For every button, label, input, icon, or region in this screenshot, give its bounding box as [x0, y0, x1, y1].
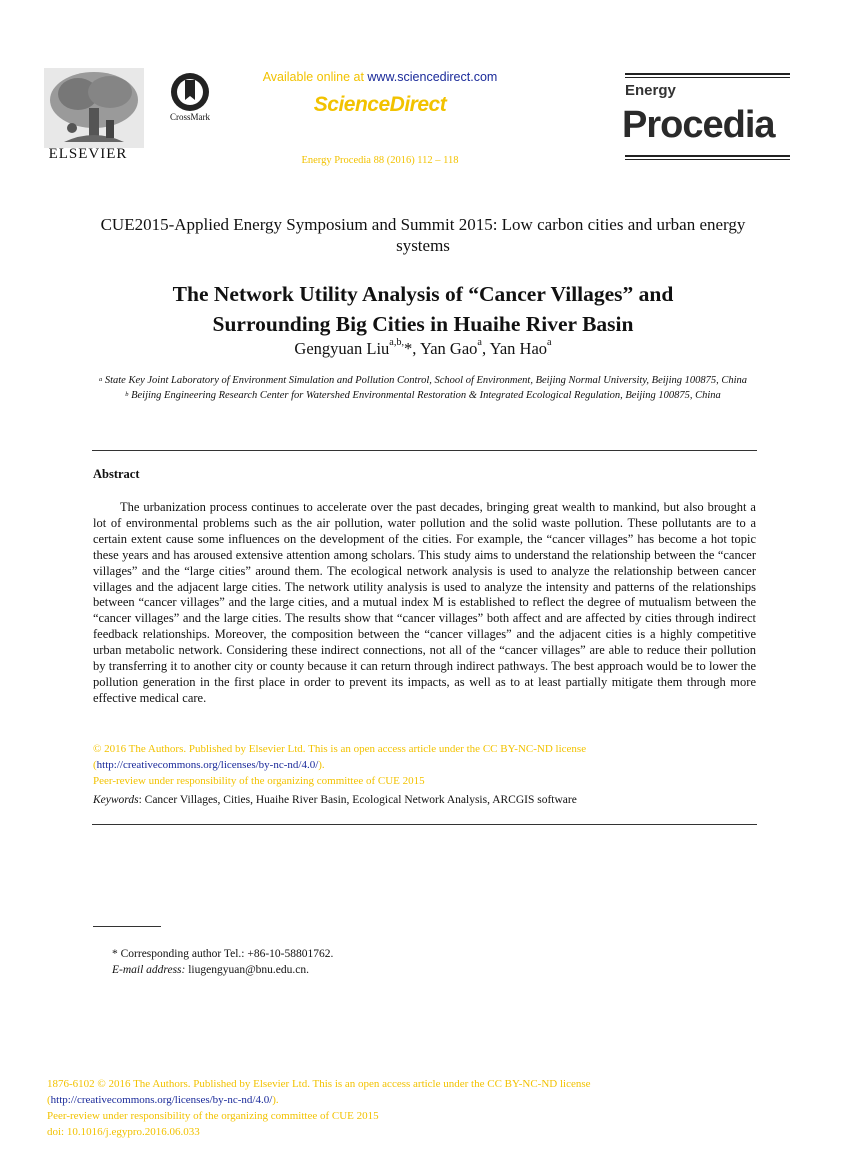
affiliation-text: State Key Joint Laboratory of Environment Simulation and Pollution Control, School of Environment, Beijing Normal University, Beijing 100875, China: [102, 375, 748, 386]
journal-logo-procedia: Procedia: [622, 104, 775, 146]
paren: ).: [272, 1094, 279, 1106]
affiliation-item: [92, 373, 754, 388]
license-link-line: [93, 757, 756, 773]
email-label: E-mail address:: [112, 964, 186, 976]
affiliation-item: [92, 388, 754, 403]
doi[interactable]: doi: 10.1016/j.egypro.2016.06.033: [47, 1126, 200, 1138]
journal-logo-energy: Energy: [625, 82, 676, 99]
email-address[interactable]: liugengyuan@bnu.edu.cn.: [185, 964, 310, 976]
abstract-text: The urbanization process continues to accelerate over the past decades, bringing great wealth to mankind, but also brought a lot of environmental problems such as the air pollution, water pollution and the solid waste pollution. These pollutants are to a certain extent cause some influences on the development of the cities. For example, the “cancer villages” has become a hot topic these years and has aroused extensive attention among scholars. This study aims to understand the relationship between the “cancer villages” and the “large cities” around them. The ecological network analysis is used to analyze the relationship between cancer villages and the adjacent large cities. The network utility analysis is used to analyze the intensity and patterns of the relationships between “cancer villages” and the large cities, and a mutual index M is established to reflect the degree of mutualism between the “cancer villages” and the large cities. The results show that “cancer villages” both affect and are affected by cities through indirect feedback relationships. Moreover, the composition between the “cancer villages” and the adjacent cities is a highly competitive urban metabolic network. Considering these indirect connections, not all of the “cancer villages” are able to reduce their pollution by transferring it to another city or county because it can return through indirect pathways. The best approach would be to lower the pollution generation in the first place in order to prevent its impacts, as well as to at least partially mitigate them through more effective medical care.: [93, 500, 756, 705]
author-name: Yan Hao: [489, 339, 548, 358]
section-divider: [92, 450, 757, 451]
keywords-label: Keywords: [93, 794, 139, 806]
availability-prefix: Available online at: [262, 70, 368, 84]
conference-name: CUE2015-Applied Energy Symposium and Summit 2015: Low carbon cities and urban energy systems: [100, 215, 746, 255]
keywords-colon: :: [138, 794, 145, 806]
bottom-license: [47, 1076, 807, 1140]
affiliation-mark: b: [125, 390, 129, 398]
journal-citation: Energy Procedia 88 (2016) 112 – 118: [301, 155, 459, 166]
affiliation-mark: a: [98, 375, 103, 383]
author-name: Gengyuan Liu: [294, 339, 390, 358]
corresponding-author: * Corresponding author Tel.: +86-10-58801762.: [112, 948, 334, 960]
author-separator: ,: [412, 339, 420, 358]
paper-title-line: Surrounding Big Cities in Huaihe River Basin: [212, 312, 634, 336]
license-notice: [93, 741, 756, 789]
peer-review-line: Peer-review under responsibility of the organizing committee of CUE 2015: [47, 1110, 379, 1122]
author-affiliation-mark: a,b,: [389, 336, 405, 348]
affiliations: [92, 373, 754, 403]
license-link[interactable]: http://creativecommons.org/licenses/by-nc-nd/4.0/: [50, 1094, 273, 1106]
affiliation-text: Beijing Engineering Research Center for Watershed Environmental Restoration & Integrated Ecological Regulation, Beijing 100875, China: [128, 390, 721, 401]
sciencedirect-logo: ScienceDirect: [313, 93, 447, 116]
author-list: [90, 336, 756, 359]
journal-logo-rule: [625, 155, 790, 157]
corresponding-mark: *: [404, 339, 413, 358]
license-link[interactable]: http://creativecommons.org/licenses/by-nc-nd/4.0/: [96, 759, 319, 771]
author-affiliation-mark: a: [547, 336, 552, 348]
footnote: [112, 946, 333, 978]
section-divider: [92, 824, 757, 825]
keywords-text: Cancer Villages, Cities, Huaihe River Basin, Ecological Network Analysis, ARCGIS software: [144, 794, 577, 806]
journal-logo-rule: [625, 77, 790, 78]
paren: ).: [318, 759, 325, 771]
issn-license-line: 1876-6102 © 2016 The Authors. Published by Elsevier Ltd. This is an open access article under the CC BY-NC-ND license: [47, 1078, 591, 1090]
journal-logo-rule: [625, 159, 790, 160]
sciencedirect-link[interactable]: www.sciencedirect.com: [367, 70, 498, 84]
crossmark-label: CrossMark: [170, 112, 210, 122]
license-line: © 2016 The Authors. Published by Elsevier Ltd. This is an open access article under the CC BY-NC-ND license: [93, 743, 587, 755]
footnote-rule: [93, 926, 161, 927]
keywords: [93, 794, 756, 806]
peer-review-line: Peer-review under responsibility of the organizing committee of CUE 2015: [93, 775, 425, 787]
paper-title: [90, 279, 756, 339]
availability-line: [240, 70, 520, 84]
journal-logo-rule: [625, 73, 790, 75]
email-line: [112, 962, 333, 978]
publisher-wordmark: ELSEVIER: [48, 146, 128, 162]
paren: (: [93, 759, 97, 771]
abstract-heading: Abstract: [93, 467, 140, 481]
author-affiliation-mark: a: [477, 336, 482, 348]
author-name: Yan Gao: [419, 339, 478, 358]
paren: (: [47, 1094, 51, 1106]
author-separator: ,: [481, 339, 490, 358]
license-link-line: [47, 1092, 807, 1108]
paper-title-line: The Network Utility Analysis of “Cancer Villages” and: [172, 282, 674, 306]
